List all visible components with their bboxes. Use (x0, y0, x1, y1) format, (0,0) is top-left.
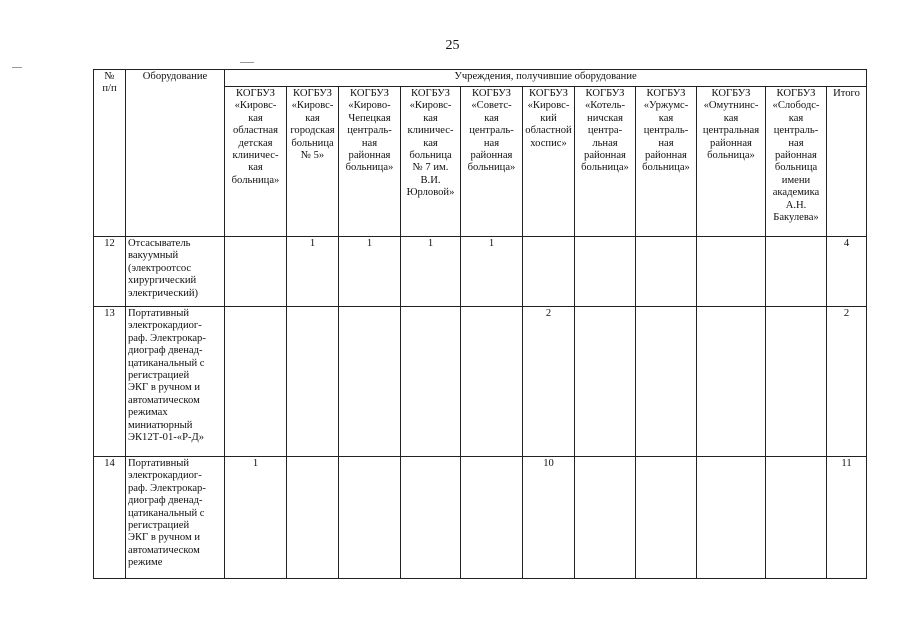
row-value (636, 307, 697, 457)
row-value (575, 237, 636, 307)
header-institution: КОГБУЗ «Советс- кая централь- ная районная больница» (461, 87, 523, 237)
row-value (339, 457, 401, 579)
row-value (461, 307, 523, 457)
row-value (575, 307, 636, 457)
row-value: 1 (225, 457, 287, 579)
row-value (523, 237, 575, 307)
row-value (766, 457, 827, 579)
row-equipment: Портативный электрокардиог- раф. Электрокар- диограф двенад- цатиканальный с регистрацией ЭКГ в ручном и автоматическом режимах миниатюрный ЭК12Т-01-«Р-Д» (126, 307, 225, 457)
page-number: 25 (445, 38, 460, 53)
row-value (225, 237, 287, 307)
row-total: 11 (827, 457, 867, 579)
table-row (94, 307, 867, 457)
header-institution: КОГБУЗ «Омутнинс- кая центральная районная больница» (697, 87, 766, 237)
equipment-distribution-table (93, 69, 867, 579)
row-value: 1 (339, 237, 401, 307)
row-value: 1 (461, 237, 523, 307)
row-value (575, 457, 636, 579)
header-num: № п/п (94, 70, 126, 237)
row-equipment: Портативный электрокардиог- раф. Электрокар- диограф двенад- цатиканальный с регистрацией ЭКГ в ручном и автоматическом режиме (126, 457, 225, 579)
row-value (401, 307, 461, 457)
header-row-top (94, 70, 867, 87)
row-equipment: Отсасыватель вакуумный (электроотсос хирургический электрический) (126, 237, 225, 307)
header-institution: КОГБУЗ «Кировс- кая клиничес- кая больница № 7 им. В.И. Юрловой» (401, 87, 461, 237)
row-value (401, 457, 461, 579)
scan-mark (240, 62, 254, 63)
table-row (94, 457, 867, 579)
header-institution: КОГБУЗ «Уржумс- кая централь- ная районная больница» (636, 87, 697, 237)
header-total: Итого (827, 87, 867, 237)
header-equipment: Оборудование (126, 70, 225, 237)
row-value (287, 307, 339, 457)
row-value (339, 307, 401, 457)
row-num: 14 (94, 457, 126, 579)
row-value (636, 237, 697, 307)
header-institution: КОГБУЗ «Котель- ничская центра- льная районная больница» (575, 87, 636, 237)
row-value (461, 457, 523, 579)
row-total: 4 (827, 237, 867, 307)
row-value (766, 237, 827, 307)
table-row (94, 237, 867, 307)
header-institution: КОГБУЗ «Кирово- Чепецкая централь- ная районная больница» (339, 87, 401, 237)
row-value (766, 307, 827, 457)
row-value: 1 (401, 237, 461, 307)
header-institution: КОГБУЗ «Кировс- кий областной хоспис» (523, 87, 575, 237)
row-value: 1 (287, 237, 339, 307)
row-value (225, 307, 287, 457)
header-institutions-group: Учреждения, получившие оборудование (225, 70, 867, 87)
header-institution: КОГБУЗ «Слободс- кая централь- ная районная больница имени академика А.Н. Бакулева» (766, 87, 827, 237)
row-total: 2 (827, 307, 867, 457)
row-value (697, 307, 766, 457)
row-value (697, 237, 766, 307)
header-institution: КОГБУЗ «Кировс- кая областная детская клиничес- кая больница» (225, 87, 287, 237)
scan-mark (12, 67, 22, 68)
row-num: 12 (94, 237, 126, 307)
row-value (287, 457, 339, 579)
row-value (636, 457, 697, 579)
row-value: 10 (523, 457, 575, 579)
row-num: 13 (94, 307, 126, 457)
header-institution: КОГБУЗ «Кировс- кая городская больница № 5» (287, 87, 339, 237)
row-value: 2 (523, 307, 575, 457)
row-value (697, 457, 766, 579)
